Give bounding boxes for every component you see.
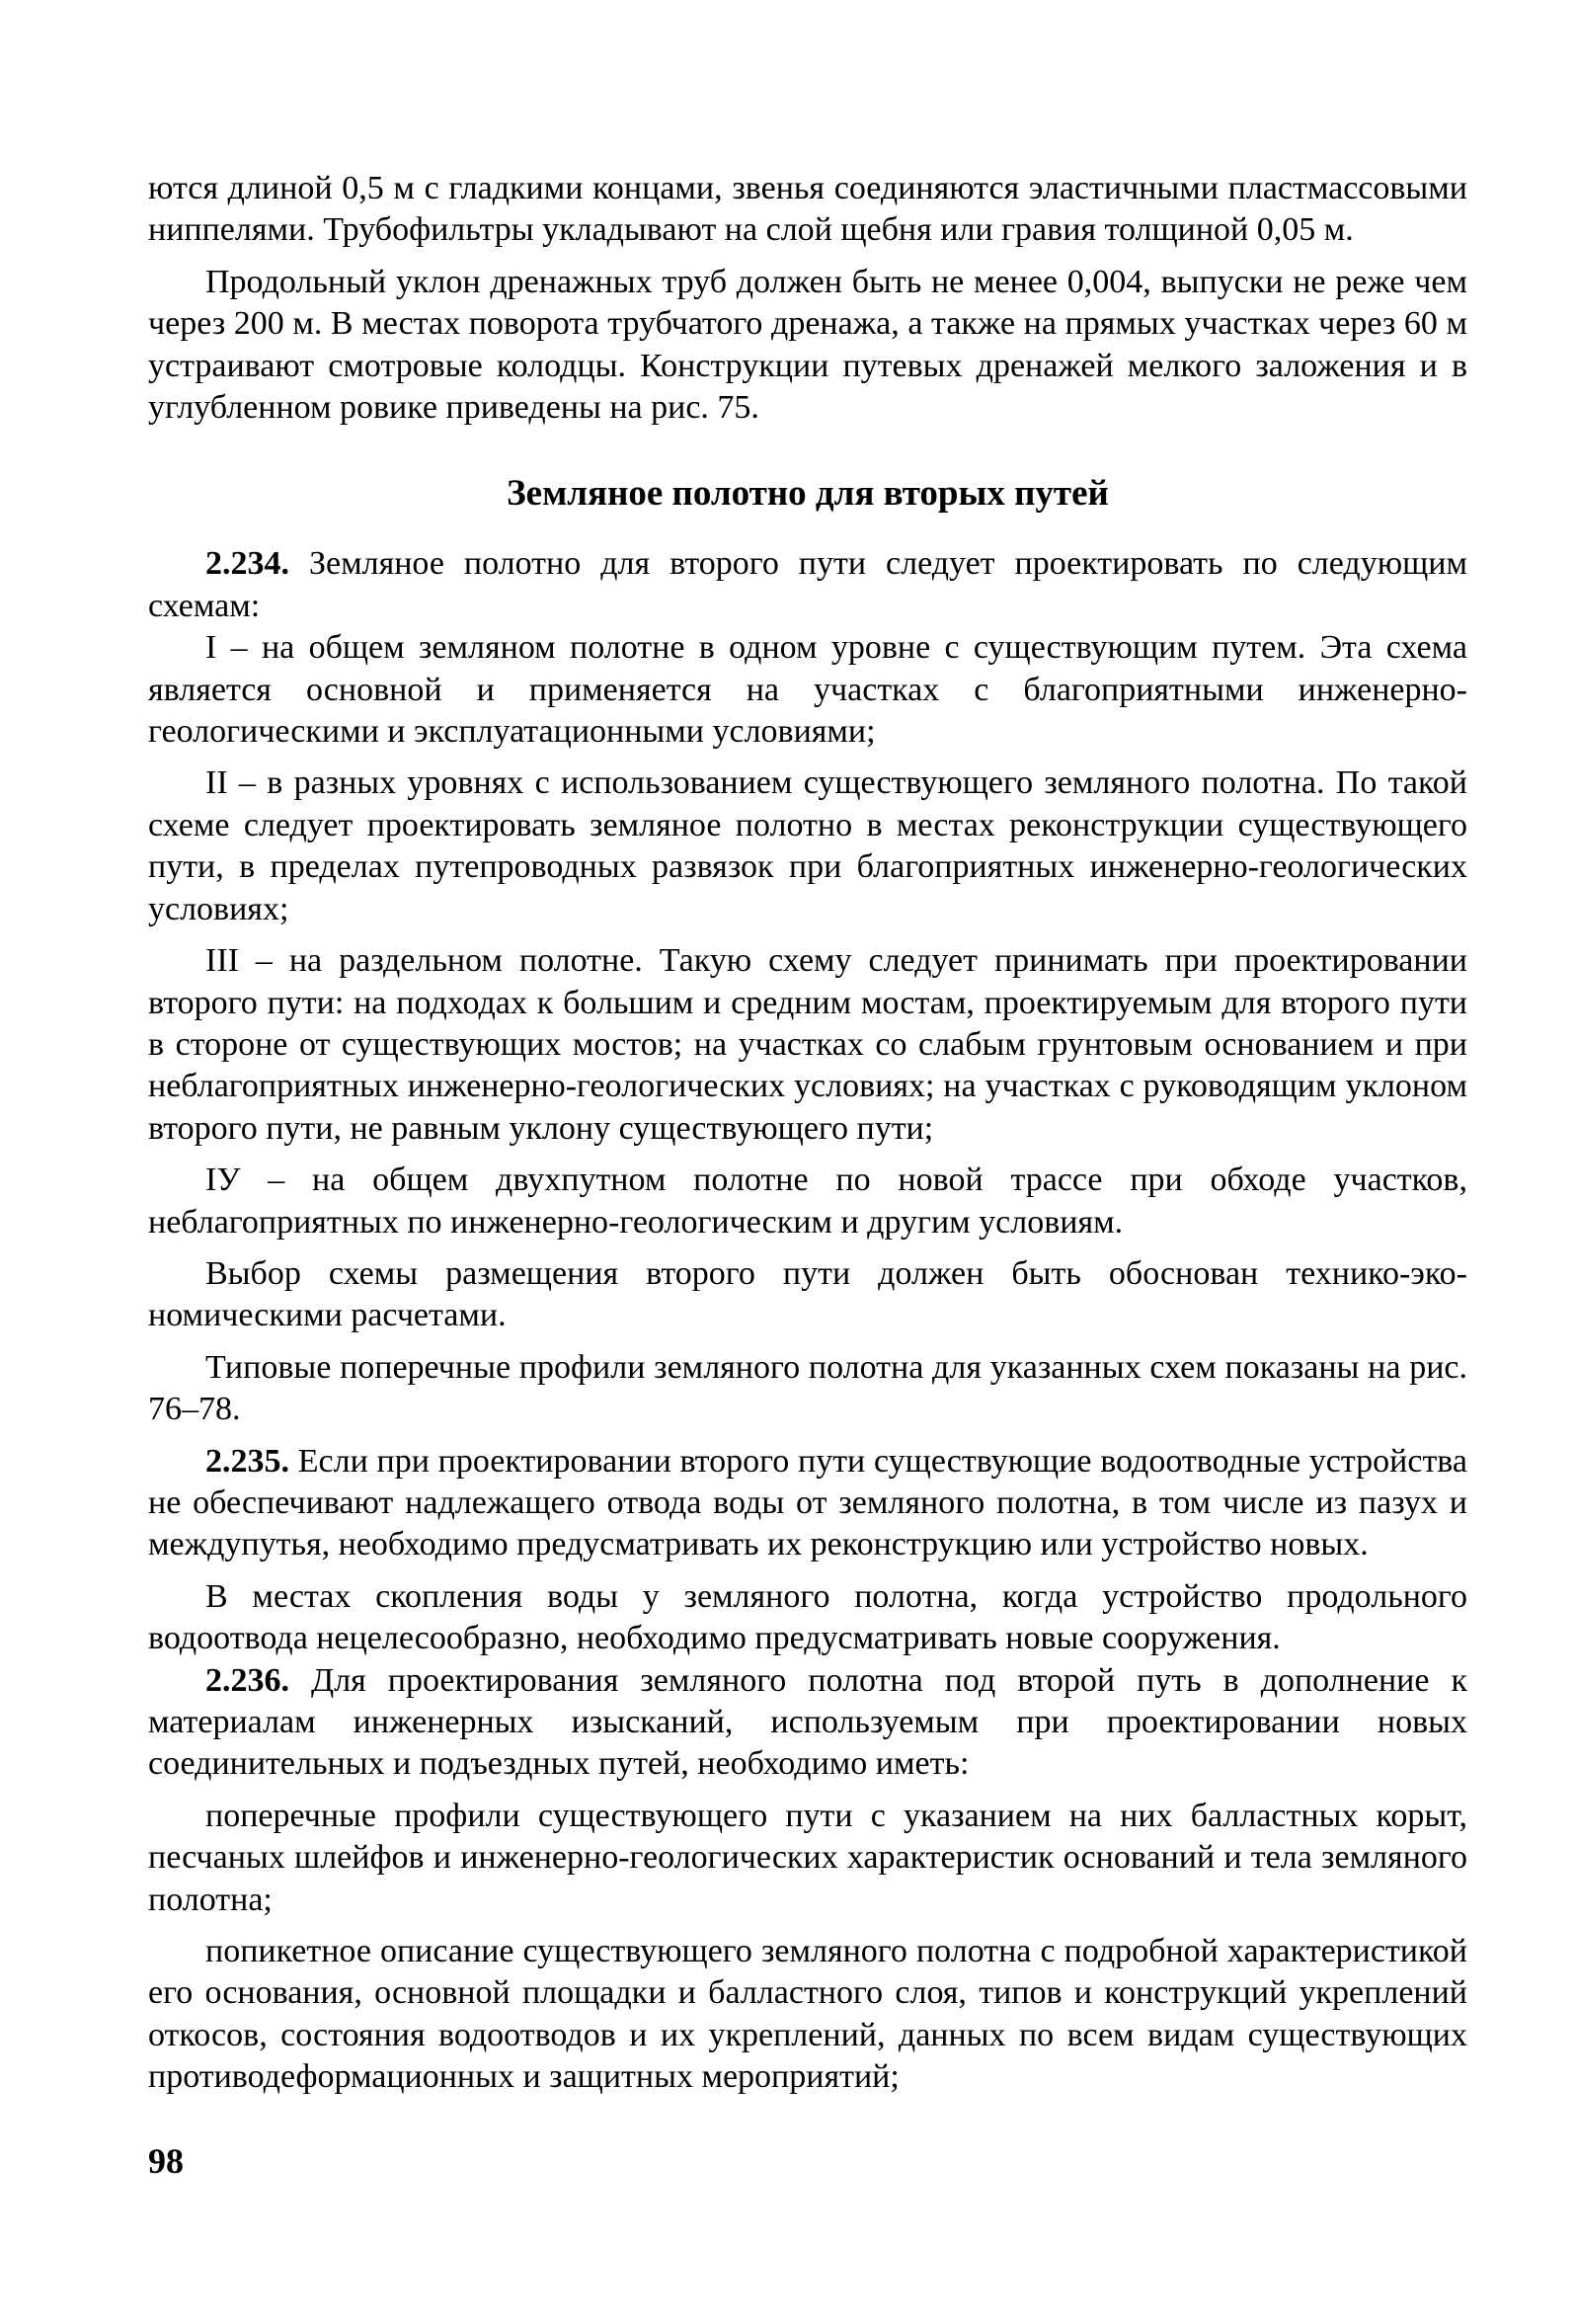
water-paragraph: В местах скопления воды у земляного полотна, когда устройство продольного водоотвода нецелесообразно, необходимо предусматривать новые сооружения.	[148, 1577, 1467, 1657]
slope-paragraph: Продольный уклон дренажных труб должен быть не менее 0,004, выпуски не реже чем через 200 м. В местах поворота трубчатого дренажа, а также на прямых участках через 60 м устраивают смотровые колодцы. Конструкции путевых дренажей мелкого заложения и в углубленном ровике приведены на рис. 75.	[148, 263, 1467, 427]
clause-2-236	[148, 1660, 1467, 1786]
page-body	[148, 168, 1467, 2099]
intro-paragraph: ются длиной 0,5 м с гладкими концами, звенья соединяются эластичными пластмассовыми ниппелями. Трубофильтры укладывают на слой щебня или гравия толщиной 0,05 м.	[148, 170, 1467, 249]
scheme-1-paragraph: I – на общем земляном полотне в одном уровне с существующим путем. Эта схема является основной и применяется на участках с благоприятными инженерно-геологическими и эксплуатационными условиями;	[148, 629, 1467, 751]
scheme-2-paragraph: II – в разных уровнях с использованием существующего земляного полотна. По такой схеме следует проектировать земляное полотно в местах реконструкции существующего пути, в пределах путепроводных развязок при благоприятных инженерно-геологических условиях;	[148, 764, 1467, 927]
scheme-4-paragraph: IУ – на общем двухпутном полотне по новой трассе при обходе участков, неблагоприятных по инженерно-геологическим и другим условиям.	[148, 1162, 1467, 1241]
clause-text: Земляное полотно для второго пути следует проектировать по следующим схемам:	[148, 545, 1467, 624]
picket-description-paragraph: попикетное описание существующего земляного полотна с подробной характеристикой его основания, основной площадки и балластного слоя, типов и конструкций укреплений откосов, состояния водоотводов и их укреплений, данных по всем видам существующих противодеформационных и защитных мероприятий;	[148, 1933, 1467, 2096]
clause-number: 2.236.	[205, 1661, 289, 1699]
profiles-paragraph: Типовые поперечные профили земляного полотна для указанных схем показаны на рис. 76–78.	[148, 1348, 1467, 1428]
clause-text: Для проектирования земляного полотна под второй путь в дополнение к материалам инженерных изысканий, используемым при проектировании новых соединительных и подъездных путей, необходимо иметь:	[148, 1661, 1467, 1783]
clause-2-235	[148, 1441, 1467, 1566]
section-heading: Земляное полотно для вторых путей	[507, 473, 1109, 515]
cross-profiles-paragraph: поперечные профили существующего пути с указанием на них балластных корыт, песчаных шлейфов и инженерно-геологических характеристик оснований и тела земляного полотна;	[148, 1797, 1467, 1918]
clause-number: 2.234.	[205, 545, 289, 583]
scheme-3-paragraph: III – на раздельном полотне. Такую схему следует принимать при проектировании второго пути: на подходах к большим и средним мостам, проектируемым для второго пути в стороне от существующих мостов; на участках со слабым грунтовым основанием и при неблагоприятных инженерно-геологических условиях; на участках с руководящим уклоном второго пути, не равным уклону существующего пути;	[148, 942, 1467, 1147]
clause-text: Если при проектировании второго пути существующие водоотводные устройства не обеспечивают надлежащего отвода воды от земляного полотна, в том числе из пазух и междупутья, необходимо предусматривать их реконструкцию или устройство новых.	[148, 1442, 1467, 1563]
clause-2-234	[148, 543, 1467, 627]
clause-number: 2.235.	[205, 1442, 289, 1480]
page-number: 98	[148, 2141, 184, 2181]
choice-paragraph: Выбор схемы размещения второго пути должен быть обоснован технико-экономическими расчетами.	[148, 1254, 1467, 1334]
